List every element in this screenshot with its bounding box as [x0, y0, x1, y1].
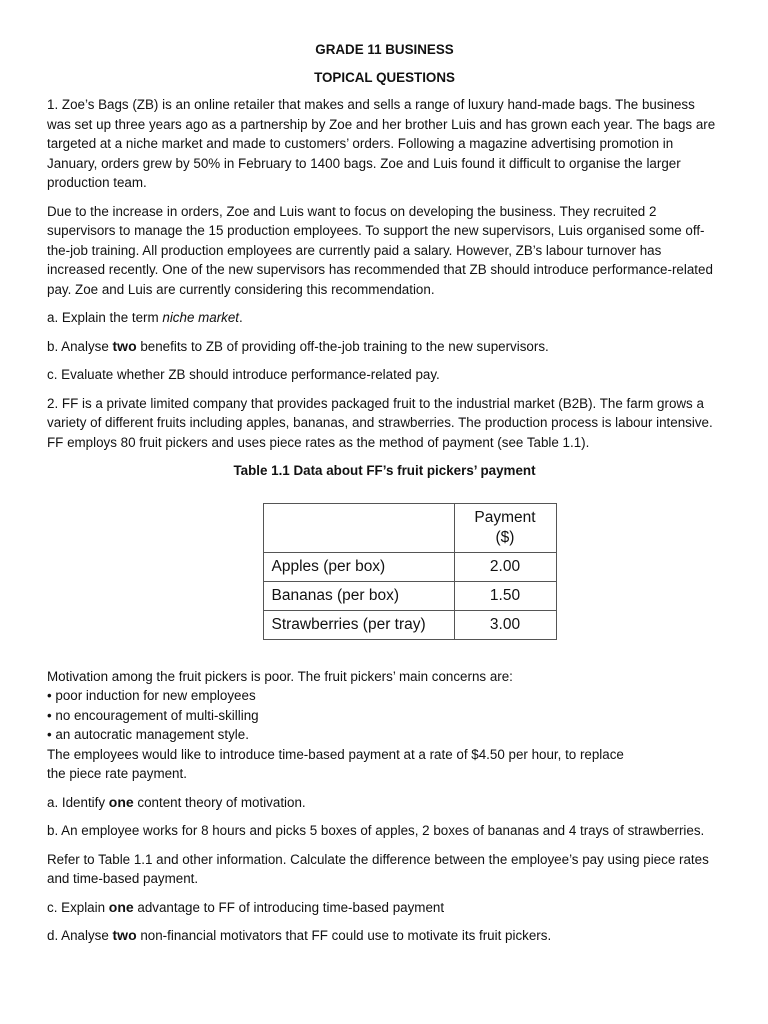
q2-part-d-suffix: non-financial motivators that FF could use to motivate its fruit pickers.	[136, 928, 552, 943]
q1-part-a-prefix: a. Explain the term	[47, 310, 163, 325]
table-header-line1: Payment	[474, 508, 536, 526]
q1-part-b-keyword: two	[112, 337, 137, 354]
motivation-intro: Motivation among the fruit pickers is poor. The fruit pickers’ main concerns are:	[47, 668, 513, 684]
q2-part-c-suffix: advantage to FF of introducing time-based payment	[133, 899, 445, 915]
q1-part-b-prefix: b. Analyse	[47, 338, 113, 354]
q2-part-a-suffix: content theory of motivation.	[133, 794, 306, 810]
q2-part-a	[47, 793, 722, 813]
table-cell-value: 3.00	[454, 610, 556, 639]
q2-part-c	[47, 898, 722, 918]
q2-part-a-prefix: a. Identify	[47, 794, 109, 810]
q1-part-b-suffix: benefits to ZB of providing off-the-job training to the new supervisors.	[136, 338, 549, 354]
table-header-payment	[454, 503, 556, 552]
page-title: GRADE 11 BUSINESS	[315, 42, 454, 57]
q1-part-a-suffix: .	[239, 310, 243, 325]
list-item: • poor induction for new employees	[47, 688, 256, 703]
q2-part-c-keyword: one	[108, 898, 134, 915]
table-row	[263, 581, 556, 610]
table-row	[263, 610, 556, 639]
q1-part-a-term: niche market	[162, 310, 240, 325]
q1-paragraph-2: Due to the increase in orders, Zoe and Luis want to focus on developing the business. They recruited 2 supervisors to manage the 15 production employees. To support the new supervisors, Luis organised some off-the-job training. All production employees are currently paid a salary. However, ZB’s labour turnover has increased recently. One of the new supervisors has recommended that ZB should introduce performance-related pay. Zoe and Luis are currently considering this recommendation.	[47, 203, 713, 297]
table-cell-item: Bananas (per box)	[263, 581, 454, 610]
q2-part-a-keyword: one	[108, 793, 134, 810]
q1-paragraph-1: 1. Zoe’s Bags (ZB) is an online retailer that makes and sells a range of luxury hand-made bags. The business was set up three years ago as a partnership by Zoe and her brother Luis and has grown each year. The bags are targeted at a niche market and made to customers’ orders. Following a magazine advertising promotion in January, orders grew by 50% in February to 1400 bags. Zoe and Luis found it difficult to organise the larger production team.	[47, 97, 716, 190]
q1-part-c: c. Evaluate whether ZB should introduce performance-related pay.	[47, 367, 440, 382]
q2-paragraph-1: 2. FF is a private limited company that provides packaged fruit to the industrial market (B2B). The farm grows a variety of different fruits including apples, bananas, and strawberries. The production process is labour intensive. FF employs 80 fruit pickers and uses piece rates as the method of payment (see Table 1.1).	[47, 395, 713, 450]
table-header-empty	[263, 503, 454, 552]
list-item: • an autocratic management style.	[47, 727, 249, 742]
table-cell-value: 1.50	[454, 581, 556, 610]
payment-table-wrapper	[47, 503, 722, 640]
q2-part-b-refer: Refer to Table 1.1 and other information. Calculate the difference between the employee’s pay using piece rates and time-based payment.	[47, 851, 709, 886]
header	[47, 40, 722, 87]
list-item: • no encouragement of multi-skilling	[47, 707, 259, 723]
table-row	[263, 552, 556, 581]
q1-part-b	[47, 337, 722, 357]
table-cell-item: Apples (per box)	[263, 552, 454, 581]
q2-part-c-prefix: c. Explain	[47, 899, 109, 915]
q2-part-d-prefix: d. Analyse	[47, 928, 113, 943]
table-header-row	[263, 503, 556, 552]
table-cell-value: 2.00	[454, 552, 556, 581]
motivation-section	[47, 667, 722, 784]
q2-part-d	[47, 926, 722, 946]
table-cell-item: Strawberries (per tray)	[263, 610, 454, 639]
time-based-line-2: the piece rate payment.	[47, 766, 187, 781]
payment-table	[263, 503, 557, 640]
q2-part-d-keyword: two	[112, 927, 137, 943]
table-header-line2: ($)	[495, 528, 515, 546]
q2-part-b: b. An employee works for 8 hours and picks 5 boxes of apples, 2 boxes of bananas and 4 trays of strawberries.	[47, 823, 705, 838]
time-based-line-1: The employees would like to introduce time-based payment at a rate of $4.50 per hour, to replace	[47, 746, 624, 762]
table-caption: Table 1.1 Data about FF’s fruit pickers’ payment	[233, 463, 536, 478]
page-subtitle: TOPICAL QUESTIONS	[314, 69, 455, 85]
q1-part-a	[47, 308, 722, 328]
concerns-list	[47, 686, 722, 745]
